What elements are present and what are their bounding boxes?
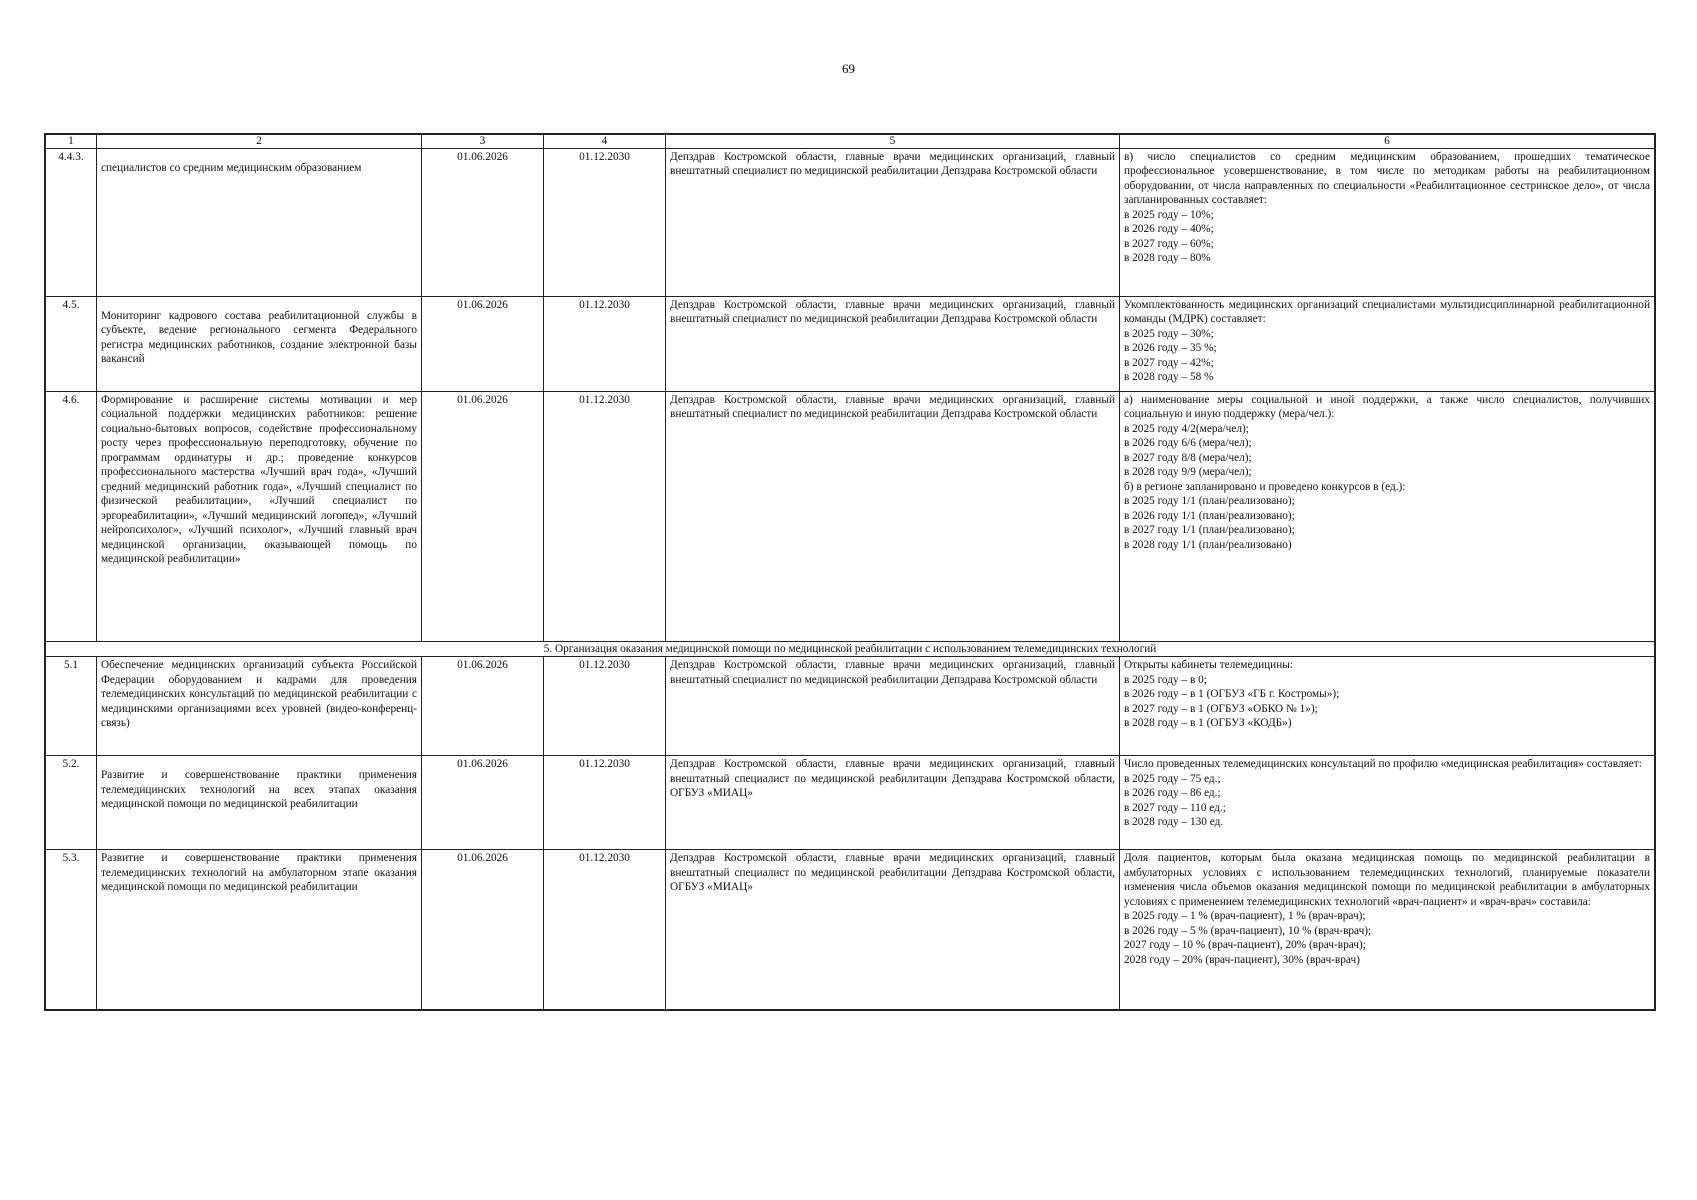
end-date: 01.12.2030 [544,392,666,642]
table-row [46,149,1655,297]
start-date: 01.06.2026 [422,756,544,850]
row-number: 5.3. [46,850,97,1010]
expected-result: в) число специалистов со средним медицинским образованием, прошедших тематическое профессиональное усовершенствование, в том числе по методикам работы на реабилитационном оборудовании, от числа направленных по специальности «Реабилитационное сестринское дело», от числа запланированных составляет: в 2025 году – 10%; в 2026 году – 40%; в 2027 году – 60%; в 2028 году – 80% [1120,149,1655,297]
end-date: 01.12.2030 [544,756,666,850]
row-number: 5.1 [46,657,97,756]
row-number: 5.2. [46,756,97,850]
end-date: 01.12.2030 [544,297,666,392]
responsible-executors: Депздрав Костромской области, главные врачи медицинских организаций, главный внештатный специалист по медицинской реабилитации Депздрава Костромской области, ОГБУЗ «МИАЦ» [666,850,1120,1010]
expected-result: а) наименование меры социальной и иной поддержки, а также число специалистов, получивших социальную и иную поддержку (мера/чел.): в 2025 году 4/2(мера/чел); в 2026 году 6/6 (мера/чел); в 2027 году 8/8 (мера/чел); в 2028 году 9/9 (мера/чел); б) в регионе запланировано и проведено конкурсов в (ед.): в 2025 году 1/1 (план/реализовано); в 2026 году 1/1 (план/реализовано); в 2027 году 1/1 (план/реализовано); в 2028 году 1/1 (план/реализовано) [1120,392,1655,642]
row-number: 4.6. [46,392,97,642]
measure-name: Развитие и совершенствование практики применения телемедицинских технологий на амбулаторном этапе оказания медицинской помощи по медицинской реабилитации [97,850,422,1010]
measure-name: Мониторинг кадрового состава реабилитационной службы в субъекте, ведение регионального сегмента Федерального регистра медицинских работников, создание электронной базы вакансий [97,297,422,392]
table-row [46,756,1655,850]
start-date: 01.06.2026 [422,392,544,642]
column-header: 2 [97,135,422,149]
section-header-row [46,642,1655,657]
expected-result: Открыты кабинеты телемедицины: в 2025 году – в 0; в 2026 году – в 1 (ОГБУЗ «ГБ г. Костромы»); в 2027 году – в 1 (ОГБУЗ «ОБКО № 1»); в 2028 году – в 1 (ОГБУЗ «КОДБ») [1120,657,1655,756]
table-header-row [46,135,1655,149]
plan-table [45,134,1655,1010]
table-row [46,850,1655,1010]
page-number: 69 [842,61,855,76]
end-date: 01.12.2030 [544,850,666,1010]
column-header: 5 [666,135,1120,149]
row-number: 4.4.3. [46,149,97,297]
measure-name: Развитие и совершенствование практики применения телемедицинских технологий на всех этапах оказания медицинской помощи по медицинской реабилитации [97,756,422,850]
table-row [46,297,1655,392]
responsible-executors: Депздрав Костромской области, главные врачи медицинских организаций, главный внештатный специалист по медицинской реабилитации Депздрава Костромской области [666,657,1120,756]
measure-name: специалистов со средним медицинским образованием [97,149,422,297]
measure-name: Формирование и расширение системы мотивации и мер социальной поддержки медицинских работников: решение социально-бытовых вопросов, содействие профессиональному росту через профессиональную переподготовку, обучение по программам ординатуры и др.; проведение конкурсов профессионального мастерства «Лучший врач года», «Лучший средний медицинский работник года», «Лучший специалист по физической реабилитации», «Лучший специалист по эргореабилитации», «Лучший медицинский логопед», «Лучший нейропсихолог», «Лучший психолог», «Лучший главный врач медицинской организации, оказывающей помощь по медицинской реабилитации» [97,392,422,642]
column-header: 4 [544,135,666,149]
column-header: 3 [422,135,544,149]
section-5-title: 5. Организация оказания медицинской помощи по медицинской реабилитации с использованием телемедицинских технологий [46,642,1655,657]
responsible-executors: Депздрав Костромской области, главные врачи медицинских организаций, главный внештатный специалист по медицинской реабилитации Депздрава Костромской области [666,149,1120,297]
expected-result: Число проведенных телемедицинских консультаций по профилю «медицинская реабилитация» составляет: в 2025 году – 75 ед.; в 2026 году – 86 ед.; в 2027 году – 110 ед.; в 2028 году – 130 ед. [1120,756,1655,850]
start-date: 01.06.2026 [422,297,544,392]
responsible-executors: Депздрав Костромской области, главные врачи медицинских организаций, главный внештатный специалист по медицинской реабилитации Депздрава Костромской области, ОГБУЗ «МИАЦ» [666,756,1120,850]
column-header: 1 [46,135,97,149]
expected-result: Доля пациентов, которым была оказана медицинская помощь по медицинской реабилитации в амбулаторных условиях с использованием телемедицинских технологий, планируемые показатели изменения числа объемов оказания медицинской помощи по медицинской реабилитации в амбулаторных условиях с применением телемедицинских технологий «врач-пациент» и «врач-врач» составила: в 2025 году – 1 % (врач-пациент), 1 % (врач-врач); в 2026 году – 5 % (врач-пациент), 10 % (врач-врач); 2027 году – 10 % (врач-пациент), 20% (врач-врач); 2028 году – 20% (врач-пациент), 30% (врач-врач) [1120,850,1655,1010]
end-date: 01.12.2030 [544,149,666,297]
start-date: 01.06.2026 [422,149,544,297]
end-date: 01.12.2030 [544,657,666,756]
table-row [46,392,1655,642]
responsible-executors: Депздрав Костромской области, главные врачи медицинских организаций, главный внештатный специалист по медицинской реабилитации Депздрава Костромской области [666,392,1120,642]
row-number: 4.5. [46,297,97,392]
table-row [46,657,1655,756]
start-date: 01.06.2026 [422,850,544,1010]
start-date: 01.06.2026 [422,657,544,756]
expected-result: Укомплектованность медицинских организаций специалистами мультидисциплинарной реабилитационной команды (МДРК) составляет: в 2025 году – 30%; в 2026 году – 35 %; в 2027 году – 42%; в 2028 году – 58 % [1120,297,1655,392]
column-header: 6 [1120,135,1655,149]
measure-name: Обеспечение медицинских организаций субъекта Российской Федерации оборудованием и кадрами для проведения телемедицинских консультаций по медицинской реабилитации с медицинскими организациями всех уровней (видео-конференц-связь) [97,657,422,756]
responsible-executors: Депздрав Костромской области, главные врачи медицинских организаций, главный внештатный специалист по медицинской реабилитации Депздрава Костромской области [666,297,1120,392]
